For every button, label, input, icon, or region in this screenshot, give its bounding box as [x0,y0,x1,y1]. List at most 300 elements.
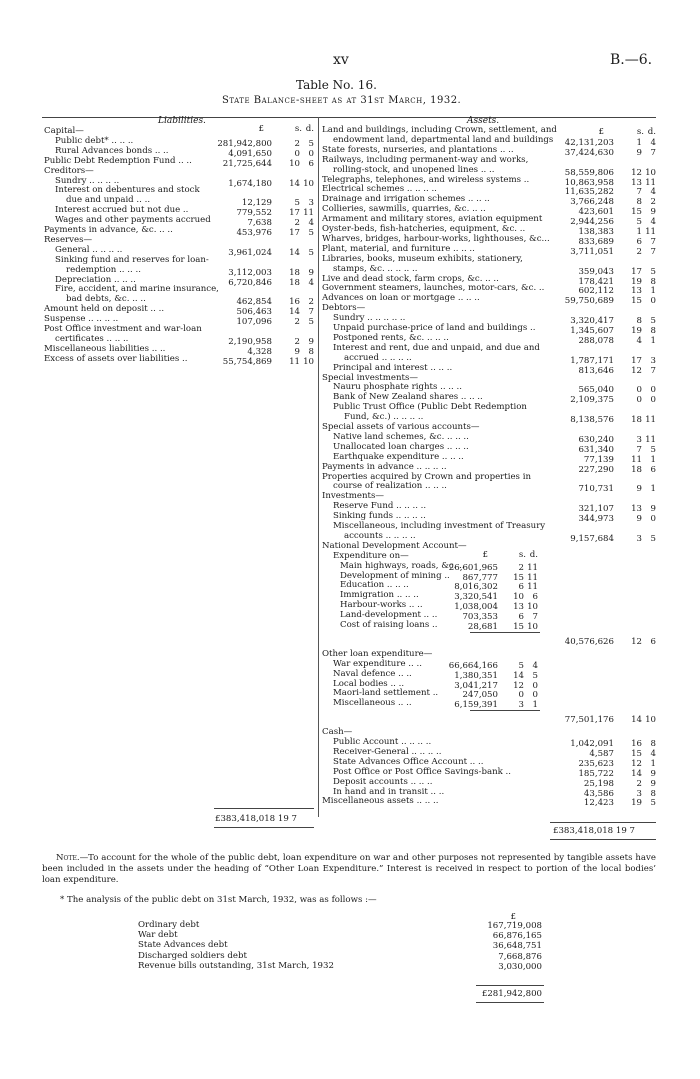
amount-shillings: 11 [289,356,300,367]
amount-pence: 5 [650,798,656,809]
note-text: —To account for the whole of the public debt, loan expenditure on war and other purposes not represented by tangible assets have been included in the assets under the heading of “Other Loan Expenditure.” Interest is received in respect to portion of the local bodies’ loan expenditure. [42,853,656,885]
amount-pence: 9 [308,267,314,278]
amount-pence: 3 [308,198,314,209]
amount-pounds: 55,754,869 [222,356,272,367]
amount-pounds: 40,576,626 [564,636,614,647]
asset-label: Debtors— [322,303,366,314]
amount-pounds: 77,139 [583,454,614,465]
amount-shillings: 2 [294,218,300,229]
amount-shillings: 6 [518,582,524,593]
asset-label: National Development Account— [322,540,467,551]
amount-pounds: 185,722 [578,768,614,779]
asset-label: Oyster-beds, fish-hatcheries, equipment, &c. .. [322,224,526,234]
amount-pounds: 7,638 [247,218,272,229]
footnote-total-underline [476,1002,544,1003]
amount-pounds: 21,725,644 [222,158,272,169]
amount-pounds: 12,423 [583,798,614,809]
amount-shillings: 19 [631,276,642,287]
cash-item-label: Post Office or Post Office Savings-bank .. [333,766,512,777]
asset-label: accrued .. .. .. .. [344,352,412,363]
amount-pence: 11 [645,415,656,426]
liability-label: Sinking fund and reserves for loan- [55,254,209,265]
amount-pounds: 11,635,282 [564,187,614,198]
amount-shillings: 5 [636,217,642,228]
liability-label: Suspense .. .. .. .. [44,314,119,325]
amount-pence: 0 [650,395,656,406]
amount-shillings: 18 [631,464,642,475]
amount-shillings: 14 [631,715,642,726]
amount-pounds: 321,107 [578,504,614,515]
amount-pounds: 3,961,024 [228,247,272,258]
amount-shillings: 14 [289,178,300,189]
footnote-item-label: War debt [138,930,178,941]
asset-label: Special investments— [322,372,418,383]
amount-pence: 5 [650,444,656,455]
footnote-item-label: Revenue bills outstanding, 31st March, 1932 [138,960,334,971]
asset-label: Native land schemes, &c. .. .. .. [333,431,469,442]
amount-shillings: 18 [289,267,300,278]
asset-label: Plant, material, and furniture .. .. .. [322,243,475,254]
footnote-item-label: Discharged soldiers debt [138,950,247,961]
amount-shillings: 0 [518,690,524,701]
amount-pounds: 3,766,248 [570,197,614,208]
amount-shillings: 9 [636,484,642,495]
amount-pounds: 43,586 [583,788,614,799]
amount-pence: 6 [650,636,656,647]
amount-pounds: 59,750,689 [564,296,614,307]
amount-pence: 11 [527,562,538,573]
amount-pounds: 779,552 [236,208,272,219]
liability-label: Excess of assets over liabilities .. [44,353,188,364]
asset-label: Armament and military stores, aviation equipment [322,214,543,225]
amount-shillings: 1 [636,227,642,237]
amount-pounds: 344,973 [578,514,614,525]
amount-shillings: 8 [636,197,642,208]
amount-pence: 2 [308,297,314,308]
amount-pence: 5 [308,138,314,149]
amount-pounds: 630,240 [578,434,614,445]
amount-shillings: 17 [631,266,642,277]
amount-pounds: 1,038,004 [454,602,498,613]
amount-shillings: 2 [518,562,524,573]
amount-pounds: 462,854 [236,297,272,308]
amount-shillings: 12 [631,636,642,647]
footnote-intro: * The analysis of the public debt on 31st March, 1932, was as follows :— [60,895,377,905]
other-loan-item-label: Local bodies .. .. [333,678,405,689]
amount-pence: 11 [645,227,656,237]
amount-pounds: 247,050 [462,690,498,701]
amount-shillings: 2 [294,317,300,328]
amount-pounds: 281,942,800 [217,138,272,149]
amount-shillings: 3 [636,434,642,445]
amount-pounds: 867,777 [462,572,498,583]
amount-pounds: 710,731 [578,484,614,495]
amount-pounds: 1,345,607 [570,326,614,336]
footnote-total-rule [476,985,544,986]
amount-shillings: 18 [289,277,300,288]
dev-head-pence: d. [529,549,538,560]
amount-shillings: 3 [636,788,642,799]
table-subtitle: State Balance-sheet as at 31st March, 1932. [222,95,462,106]
amount-pounds: 227,290 [578,464,614,475]
asset-label: Reserve Fund .. .. .. .. [333,501,427,512]
amount-pounds: 3,320,417 [570,316,614,327]
asset-label: Libraries, books, museum exhibits, stationery, [322,253,523,264]
amount-shillings: 12 [631,167,642,178]
liability-label: Creditors— [44,165,94,176]
amount-pence: 0 [650,296,656,307]
asset-label: Nauru phosphate rights .. .. .. [333,382,462,393]
amount-pence: 10 [645,715,656,726]
amount-shillings: 10 [513,592,524,603]
note-paragraph [42,853,656,886]
amount-pounds: 138,383 [578,227,614,237]
amount-shillings: 1 [636,137,642,148]
amount-pence: 11 [303,208,314,219]
amount-pence: 1 [532,700,538,711]
amount-pence: 1 [650,286,656,297]
amount-pounds: 4,587 [589,748,614,759]
amount-shillings: 13 [631,177,642,188]
liabilities-total: £383,418,018 19 7 [215,814,298,824]
asset-label: Special assets of various accounts— [322,422,480,432]
document-ref: B.—6. [610,52,653,68]
amount-shillings: 12 [631,758,642,769]
amount-pounds: 506,463 [236,307,272,318]
amount-pounds: 8,016,302 [454,582,498,593]
liability-label: Post Office investment and war-loan [44,324,202,334]
liability-label: General .. .. .. .. [55,244,123,255]
amount-pence: 10 [527,622,538,632]
amount-pence: 9 [650,207,656,218]
amount-shillings: 15 [631,296,642,307]
amount-shillings: 13 [631,504,642,515]
asset-label: Government steamers, launches, motor-cars, &c. .. [322,283,545,294]
asset-label: State forests, nurseries, and plantations .. .. [322,144,514,155]
amount-pence: 1 [650,454,656,465]
amount-pence: 1 [650,484,656,495]
amount-pence: 0 [650,385,656,396]
amount-pounds: 25,198 [583,778,614,789]
currency-head-pounds: £ [598,127,604,137]
other-loan-item-label: Miscellaneous .. .. [333,698,412,709]
amount-pence: 11 [527,582,538,593]
amount-pounds: 3,041,217 [454,680,498,691]
amount-shillings: 2 [294,336,300,347]
amount-shillings: 17 [289,208,300,219]
amount-pence: 0 [308,148,314,159]
asset-label: Advances on loan or mortgage .. .. .. [322,293,480,304]
footnote-item-value: 167,719,008 [487,921,542,931]
amount-shillings: 9 [636,514,642,525]
amount-pounds: 453,976 [236,228,272,238]
asset-label: endowment land, departmental land and buildings [333,134,554,145]
amount-pounds: 4,091,650 [228,148,272,159]
amount-shillings: 4 [636,335,642,346]
asset-label: Land and buildings, including Crown, settlement, and [322,125,557,135]
development-item-label: Development of mining .. [340,570,450,581]
amount-shillings: 18 [631,415,642,426]
liability-label: Wages and other payments accrued [55,215,211,226]
footnote-item-value: 36,648,751 [492,941,542,952]
currency-head-shillings: s. [294,124,302,134]
amount-pence: 6 [308,158,314,169]
amount-pounds: 288,078 [578,335,614,346]
amount-pounds: 77,501,176 [564,715,614,726]
liabilities-total-underline [214,827,314,828]
amount-pence: 0 [532,680,538,691]
asset-label: Sinking funds .. .. .. .. [333,511,426,522]
amount-pence: 4 [308,218,314,229]
asset-label: Collieries, sawmills, quarries, &c. .. .. [322,204,486,215]
dev-head-shillings: s. [518,549,526,560]
amount-pounds: 58,559,806 [564,167,614,178]
amount-pounds: 9,157,684 [570,533,614,544]
amount-pounds: 37,424,630 [564,147,614,158]
amount-pounds: 42,131,203 [564,137,614,148]
amount-shillings: 2 [294,138,300,149]
asset-label: Sundry .. .. .. .. .. [333,313,406,324]
cash-item-label: Deposit accounts .. .. .. [333,776,433,787]
development-item-label: Harbour-works .. .. [340,600,423,611]
amount-pence: 7 [308,307,314,318]
amount-pounds: 2,190,958 [228,336,272,347]
liability-label: Fire, accident, and marine insurance, [55,284,219,295]
amount-pence: 9 [650,768,656,779]
asset-label: Electrical schemes .. .. .. .. [322,184,437,195]
cash-item-label: In hand and in transit .. .. [333,786,445,797]
amount-shillings: 3 [636,533,642,544]
amount-shillings: 13 [513,602,524,613]
amount-pence: 4 [650,187,656,198]
amount-shillings: 9 [294,346,300,357]
other-loan-subtotal-rule [470,710,540,711]
asset-label: Unpaid purchase-price of land and buildings .. [333,323,536,333]
amount-shillings: 14 [631,768,642,779]
amount-shillings: 15 [513,572,524,583]
currency-head-pounds: £ [258,124,264,134]
amount-pence: 7 [650,236,656,247]
amount-pence: 5 [650,266,656,277]
development-item-label: Education .. .. .. [340,580,409,591]
amount-shillings: 16 [631,739,642,749]
liability-label: certificates .. .. .. [55,333,129,344]
amount-pounds: 66,664,166 [448,660,498,671]
other-loan-item-label: Maori-land settlement .. [333,688,439,699]
asset-label: Railways, including permanent-way and works, [322,154,529,165]
amount-pence: 7 [650,365,656,376]
amount-shillings: 16 [289,297,300,308]
amount-pence: 10 [303,178,314,189]
liability-label: redemption .. .. .. [66,264,141,275]
amount-pence: 11 [645,177,656,188]
amount-pence: 5 [308,228,314,238]
amount-pounds: 26,601,965 [448,562,498,573]
assets-total: £383,418,018 19 7 [553,826,636,836]
amount-shillings: 14 [289,247,300,258]
development-subtotal-rule [470,632,540,633]
amount-shillings: 12 [631,365,642,376]
asset-label: Principal and interest .. .. .. [333,362,453,373]
amount-pence: 4 [650,748,656,759]
page-number: xv [333,52,349,68]
asset-label: Interest and rent, due and unpaid, and due and [333,342,540,353]
asset-label: Earthquake expenditure .. .. .. [333,451,464,462]
amount-pence: 8 [650,788,656,799]
amount-shillings: 9 [636,147,642,158]
amount-shillings: 13 [631,286,642,297]
footnote-item-value: 66,876,165 [492,931,542,942]
amount-pounds: 423,601 [578,207,614,218]
amount-pounds: 6,159,391 [454,700,498,711]
amount-pence: 2 [650,197,656,208]
cash-label: Cash— [322,727,353,738]
amount-pounds: 703,353 [462,612,498,623]
amount-pence: 8 [650,739,656,749]
amount-pence: 6 [650,464,656,475]
table-title: Table No. 16. [296,78,377,92]
amount-shillings: 0 [294,148,300,159]
amount-pounds: 359,043 [578,266,614,277]
other-loan-label: Other loan expenditure— [322,648,433,659]
amount-pounds: 631,340 [578,444,614,455]
amount-pence: 5 [308,247,314,258]
liability-label: due and unpaid .. .. [66,195,151,206]
amount-pence: 9 [650,504,656,515]
liability-label: Interest on debentures and stock [55,185,200,196]
liability-label: Interest accrued but not due .. [55,205,189,216]
amount-pence: 5 [650,316,656,327]
amount-shillings: 3 [518,700,524,711]
amount-pence: 5 [308,317,314,328]
amount-pence: 11 [645,434,656,445]
amount-shillings: 8 [636,316,642,327]
table-top-rule [42,117,656,118]
currency-head-pence: d. [305,124,314,134]
asset-label: accounts .. .. .. .. [344,530,416,541]
footnote-item-value: 3,030,000 [498,961,542,972]
amount-shillings: 0 [636,385,642,396]
amount-pounds: 1,674,180 [228,178,272,189]
amount-pence: 7 [650,246,656,257]
amount-pounds: 565,040 [578,385,614,396]
amount-pounds: 10,863,958 [564,177,614,188]
assets-total-underline [550,839,656,840]
amount-pence: 0 [650,514,656,525]
amount-pounds: 2,109,375 [570,395,614,406]
cash-item-label: Public Account .. .. .. .. [333,737,432,747]
footnote-currency-head: £ [510,912,516,922]
liability-label: bad debts, &c. .. .. [66,294,146,305]
amount-pounds: 833,689 [578,236,614,247]
amount-pounds: 178,421 [578,276,614,287]
amount-pence: 11 [527,572,538,583]
amount-pence: 0 [532,690,538,701]
development-item-label: Immigration .. .. .. [340,590,419,601]
asset-label: Miscellaneous, including investment of Treasury [333,521,546,531]
amount-pence: 5 [650,533,656,544]
development-item-label: Cost of raising loans .. [340,620,438,630]
asset-label: Properties acquired by Crown and properties in [322,471,531,482]
amount-pounds: 602,112 [578,286,614,297]
liability-label: Public debt* .. .. .. [55,135,134,146]
footnote-item-value: 7,668,876 [498,951,542,962]
asset-label: stamps, &c. .. .. .. .. [333,263,418,274]
asset-label: Payments in advance .. .. .. .. [322,461,447,472]
amount-pence: 7 [532,612,538,623]
amount-pence: 10 [645,167,656,178]
amount-shillings: 6 [518,612,524,623]
asset-label: Wharves, bridges, harbour-works, lighthouses, &c... [322,233,550,244]
center-divider [318,117,319,817]
amount-shillings: 15 [631,748,642,759]
amount-pounds: 235,623 [578,758,614,769]
asset-label: Postponed rents, &c. .. .. .. [333,332,449,343]
footnote-total: £281,942,800 [481,989,542,999]
assets-total-rule [550,822,656,823]
other-loan-item-label: War expenditure .. .. [333,658,422,669]
amount-pence: 3 [650,355,656,366]
amount-shillings: 7 [636,187,642,198]
amount-shillings: 19 [631,798,642,809]
amount-pounds: 4,328 [247,346,272,357]
footnote-item-label: State Advances debt [138,940,228,951]
amount-pounds: 107,096 [236,317,272,328]
amount-shillings: 12 [513,680,524,691]
development-item-label: Land-development .. .. [340,610,438,621]
amount-pence: 5 [532,670,538,681]
liability-label: Payments in advance, &c. .. .. [44,225,173,235]
asset-label: Live and dead stock, farm crops, &c. .. .. [322,273,499,284]
asset-label: Telegraphs, telephones, and wireless systems .. [322,174,530,185]
amount-shillings: 15 [631,207,642,218]
currency-head-pence: d. [647,127,656,137]
cash-item-label: Receiver-General .. .. .. .. [333,746,442,757]
asset-label: course of realization .. .. .. [333,481,447,492]
amount-pence: 8 [650,276,656,287]
amount-pounds: 2,944,256 [570,217,614,228]
asset-label: Bank of New Zealand shares .. .. .. [333,392,483,403]
amount-shillings: 14 [513,670,524,681]
liability-label: Reserves— [44,234,93,245]
footnote-item-label: Ordinary debt [138,920,200,930]
amount-pence: 8 [650,326,656,336]
asset-label: Investments— [322,491,384,502]
amount-pence: 4 [532,660,538,671]
asset-label: Public Trust Office (Public Debt Redemption [333,402,527,413]
amount-pence: 4 [650,137,656,148]
cash-item-label: State Advances Office Account .. .. [333,756,484,767]
asset-label: Fund, &c.) .. .. .. .. [344,412,424,423]
currency-head-shillings: s. [636,127,644,137]
liability-label: Miscellaneous liabilities .. .. [44,343,166,354]
amount-shillings: 17 [289,228,300,238]
amount-pounds: 1,787,171 [570,355,614,366]
amount-pence: 1 [650,335,656,346]
dev-head-pounds: £ [482,549,488,560]
amount-shillings: 14 [289,307,300,318]
amount-pence: 9 [650,778,656,789]
liability-label: Capital— [44,126,84,136]
assets-heading: Assets. [467,116,500,126]
misc-assets-label: Miscellaneous assets .. .. .. [322,796,439,807]
amount-shillings: 7 [636,444,642,455]
other-loan-item-label: Naval defence .. .. [333,668,412,679]
amount-shillings: 2 [636,778,642,789]
amount-pounds: 12,129 [241,198,272,209]
amount-pounds: 3,711,051 [570,246,614,257]
amount-pence: 4 [650,217,656,228]
